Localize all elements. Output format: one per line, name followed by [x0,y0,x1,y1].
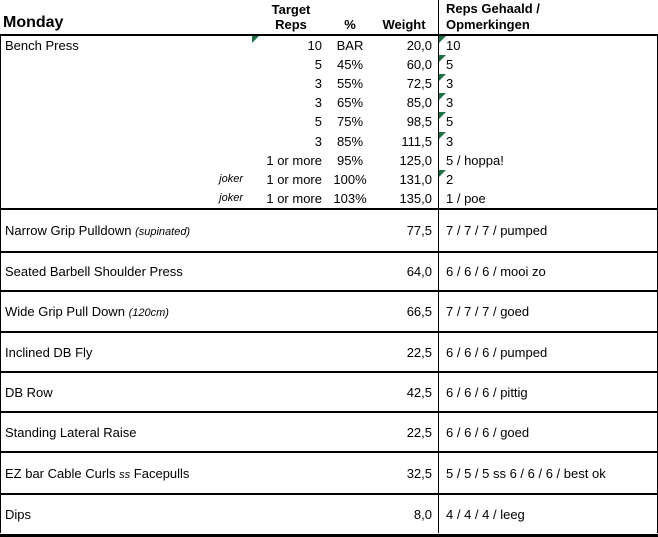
reps-achieved-value: 6 / 6 / 6 / pumped [446,344,548,360]
exercise-name-cell[interactable] [0,413,252,451]
exercise-name-cell[interactable] [0,292,252,331]
exercise-name-text: Narrow Grip Pulldown [5,223,132,238]
weight-value: 22,5 [406,424,432,440]
weight-cell[interactable] [370,170,438,189]
exercise-name-note: (supinated) [135,226,191,238]
percent-cell[interactable] [330,453,370,493]
percent-value: 75% [336,114,364,130]
bench-press-block [0,36,658,210]
weight-cell[interactable] [370,55,438,74]
bench-set-row [0,189,658,208]
set-prefix-cell[interactable] [0,93,252,112]
weight-cell[interactable] [370,112,438,131]
bench-set-row [0,36,658,55]
target-reps-cell[interactable] [252,151,330,170]
exercise-row [0,373,658,413]
weight-value: 98,5 [406,114,432,130]
percent-cell[interactable] [330,413,370,451]
exercise-name-cell[interactable] [0,210,252,251]
weight-cell[interactable] [370,151,438,170]
exercise-row [0,453,658,495]
exercise-name-text: EZ bar Cable Curls [5,465,116,481]
set-prefix-cell[interactable] [0,132,252,151]
set-prefix-cell[interactable] [0,189,252,208]
bench-set-row [0,132,658,151]
weight-value: 72,5 [406,76,432,92]
target-reps-value: 10 [307,38,322,54]
percent-value: 100% [333,171,367,187]
weight-value: 77,5 [406,223,432,238]
flag-indicator-icon [439,170,446,177]
exercise-name-text: DB Row [5,384,53,400]
header-line: Opmerkingen [446,17,530,32]
weight-header-cell[interactable]: Weight [382,17,426,32]
reps-achieved-cell[interactable] [438,292,658,331]
target-reps-value: 1 or more [266,152,322,168]
target-reps-cell[interactable] [252,292,330,331]
reps-achieved-value: 3 [446,133,454,149]
target-reps-cell[interactable] [252,170,330,189]
reps-achieved-value: 5 / 5 / 5 ss 6 / 6 / 6 / best ok [446,465,606,481]
reps-achieved-cell[interactable] [438,253,658,290]
exercise-row [0,253,658,292]
weight-value: 8,0 [413,506,432,522]
exercise-name [5,466,189,481]
target-reps-cell[interactable] [252,453,330,493]
target-reps-value: 5 [314,114,322,130]
reps-achieved-cell[interactable] [438,170,658,189]
target-reps-cell[interactable] [252,413,330,451]
exercise-name-text: Wide Grip Pull Down [5,304,125,319]
flag-indicator-icon [439,74,446,81]
reps-achieved-value: 5 [446,114,454,130]
superset-label: ss [119,468,131,481]
weight-cell[interactable] [370,74,438,93]
percent-cell[interactable] [330,333,370,371]
reps-achieved-value: 6 / 6 / 6 / mooi zo [446,264,546,279]
target-reps-value: 3 [314,133,322,149]
exercise-name [5,385,53,400]
weight-cell[interactable] [370,132,438,151]
reps-achieved-value: 1 / poe [446,190,486,206]
bench-set-row [0,151,658,170]
weight-value: 64,0 [406,264,432,279]
target-reps-cell[interactable] [252,253,330,290]
percent-cell[interactable] [330,93,370,112]
percent-value: BAR [336,38,364,54]
reps-achieved-cell[interactable] [438,36,658,55]
percent-value: 55% [336,76,364,92]
exercise-row [0,333,658,373]
target-reps-value: 3 [314,95,322,111]
weight-value: 66,5 [406,304,432,319]
exercise-name-text: Standing Lateral Raise [5,424,137,440]
notes-header-cell[interactable] [438,0,658,34]
set-prefix-cell[interactable] [0,151,252,170]
set-prefix-cell[interactable] [0,112,252,131]
flag-indicator-icon [439,93,446,100]
weight-value: 22,5 [406,344,432,360]
target-reps-cell[interactable] [252,132,330,151]
percent-cell[interactable] [330,132,370,151]
percent-cell[interactable] [330,74,370,93]
weight-cell[interactable] [370,93,438,112]
header-line: Reps Gehaald / [446,1,540,16]
target-reps-cell[interactable] [252,36,330,55]
weight-value: 42,5 [406,384,432,400]
percent-value: 85% [336,133,364,149]
reps-achieved-value: 2 [446,171,454,187]
header-row [0,0,658,36]
bench-set-row [0,112,658,131]
exercise-name [5,264,183,279]
percent-cell[interactable] [330,55,370,74]
weight-cell[interactable] [370,189,438,208]
joker-label: joker [219,192,243,205]
exercise-name: Bench Press [5,38,79,54]
flag-indicator-icon [439,132,446,139]
target-reps-value: 5 [314,57,322,73]
reps-achieved-cell[interactable] [438,333,658,371]
reps-achieved-cell[interactable] [438,112,658,131]
exercise-name [5,345,92,360]
reps-achieved-value: 4 / 4 / 4 / leeg [446,506,525,522]
reps-achieved-value: 6 / 6 / 6 / pittig [446,384,528,400]
target-reps-cell[interactable] [252,495,330,533]
exercise-row [0,495,658,533]
reps-achieved-cell[interactable] [438,413,658,451]
percent-header-cell[interactable]: % [344,17,356,32]
set-prefix-cell[interactable] [0,55,252,74]
target-reps-cell[interactable] [252,93,330,112]
reps-achieved-value: 7 / 7 / 7 / goed [446,304,530,319]
exercise-row [0,210,658,253]
day-header-cell[interactable]: Monday [3,14,64,31]
header-line: Target [271,2,311,17]
weight-cell[interactable] [370,453,438,493]
percent-value: 65% [336,95,364,111]
percent-cell[interactable] [330,495,370,533]
target-reps-cell[interactable] [252,74,330,93]
percent-cell[interactable] [330,151,370,170]
weight-cell[interactable] [370,333,438,371]
reps-achieved-value: 3 [446,95,454,111]
target-reps-value: 1 or more [266,171,322,187]
weight-cell[interactable] [370,36,438,55]
reps-achieved-cell[interactable] [438,93,658,112]
set-prefix-cell[interactable] [0,170,252,189]
exercise-name-text: Facepulls [133,465,190,481]
reps-achieved-cell[interactable] [438,132,658,151]
target-reps-value: 3 [314,76,322,92]
percent-cell[interactable] [330,292,370,331]
target-reps-cell[interactable] [252,373,330,411]
weight-cell[interactable] [370,292,438,331]
bench-set-row [0,93,658,112]
weight-value: 85,0 [406,95,432,111]
reps-achieved-value: 3 [446,76,454,92]
weight-value: 111,5 [401,133,432,149]
exercise-name-text: Dips [5,506,32,522]
exercise-name-note: (120cm) [128,307,169,319]
weight-value: 131,0 [399,171,432,187]
exercise-rows [0,210,658,533]
target-reps-cell[interactable] [252,112,330,131]
exercise-name [5,223,190,238]
exercise-name-cell[interactable] [0,495,252,533]
exercise-name-text: Seated Barbell Shoulder Press [5,264,183,279]
flag-indicator-icon [439,112,446,119]
reps-achieved-cell[interactable] [438,210,658,251]
set-prefix-cell[interactable] [0,74,252,93]
target-reps-cell[interactable] [252,333,330,371]
bench-set-row [0,55,658,74]
weight-value: 32,5 [406,465,432,481]
reps-achieved-cell[interactable] [438,453,658,493]
percent-value: 45% [336,57,364,73]
exercise-name [5,507,31,522]
bench-set-row [0,170,658,189]
target-reps-cell[interactable] [252,55,330,74]
weight-value: 125,0 [399,152,432,168]
reps-achieved-cell[interactable] [438,151,658,170]
percent-cell[interactable] [330,170,370,189]
reps-achieved-cell[interactable] [438,495,658,533]
weight-cell[interactable] [370,413,438,451]
reps-achieved-value: 6 / 6 / 6 / goed [446,424,530,440]
exercise-name-cell[interactable] [0,373,252,411]
exercise-name [5,304,169,319]
percent-cell[interactable] [330,112,370,131]
weight-cell[interactable] [370,373,438,411]
flag-indicator-icon [439,55,446,62]
flag-indicator-icon [252,36,259,43]
percent-value: 95% [336,152,364,168]
reps-achieved-cell[interactable] [438,373,658,411]
reps-achieved-value: 5 [446,57,454,73]
reps-achieved-value: 5 / hoppa! [446,152,504,168]
exercise-row [0,292,658,333]
reps-achieved-cell[interactable] [438,74,658,93]
target-reps-header-cell[interactable] [252,0,330,34]
reps-achieved-value: 10 [446,38,461,54]
bench-set-row [0,74,658,93]
exercise-name-cell[interactable] [0,253,252,290]
weight-value: 20,0 [406,38,432,54]
joker-label: joker [219,173,243,186]
target-reps-value: 1 or more [266,190,322,206]
weight-cell[interactable] [370,253,438,290]
exercise-name-cell[interactable] [0,333,252,371]
weight-value: 135,0 [399,190,432,206]
exercise-name [5,425,137,440]
weight-cell[interactable] [370,210,438,251]
target-reps-cell[interactable] [252,210,330,251]
weight-value: 60,0 [406,57,432,73]
target-reps-cell[interactable] [252,189,330,208]
flag-indicator-icon [439,36,446,43]
exercise-name-text: Inclined DB Fly [5,344,93,360]
percent-value: 103% [333,190,367,206]
percent-cell[interactable] [330,189,370,208]
exercise-row [0,413,658,453]
percent-cell[interactable] [330,210,370,251]
exercise-name-cell[interactable] [0,36,252,55]
percent-cell[interactable] [330,36,370,55]
weight-cell[interactable] [370,495,438,533]
reps-achieved-cell[interactable] [438,55,658,74]
percent-cell[interactable] [330,373,370,411]
reps-achieved-value: 7 / 7 / 7 / pumped [446,223,548,238]
exercise-name-cell[interactable] [0,453,252,493]
percent-cell[interactable] [330,253,370,290]
header-line: Reps [275,17,307,32]
reps-achieved-cell[interactable] [438,189,658,208]
